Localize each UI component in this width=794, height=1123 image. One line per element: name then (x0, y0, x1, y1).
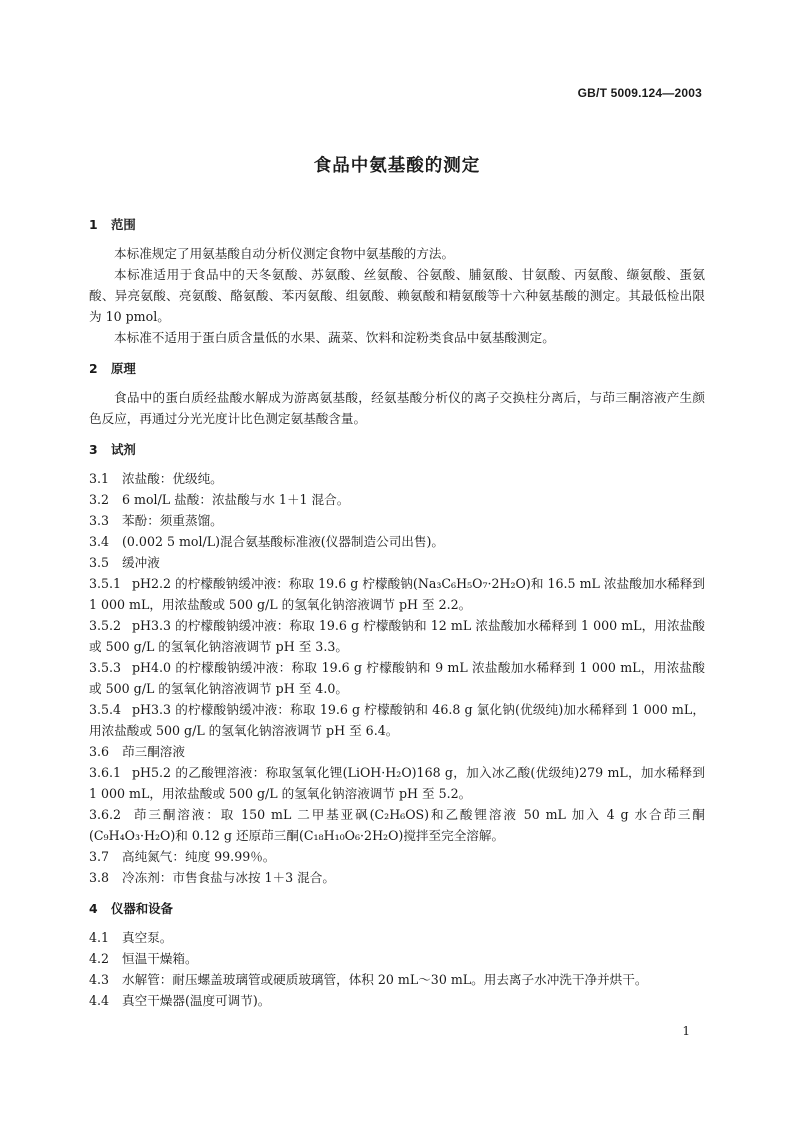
section-reagents (89, 439, 705, 888)
section-title: 仪器和设备 (111, 901, 173, 916)
clause-number: 3.8 (89, 870, 110, 885)
clause-number: 4.2 (89, 951, 110, 966)
clause-item (89, 573, 705, 615)
section-title: 范围 (111, 217, 136, 232)
section-title: 原理 (111, 361, 136, 376)
clause-item (89, 468, 705, 489)
section-number: 3 (89, 442, 98, 457)
clause-text: 苯酚：须重蒸馏。 (122, 513, 223, 528)
clause-number: 3.6 (89, 744, 110, 759)
clause-text: pH3.3 的柠檬酸钠缓冲液：称取 19.6 g 柠檬酸钠和 12 mL 浓盐酸加水稀释到 1 000 mL，用浓盐酸或 500 g/L 的氢氧化钠溶液调节 pH 至 3.3。 (89, 618, 705, 654)
clause-text: 缓冲液 (122, 555, 160, 570)
section-number: 2 (89, 361, 98, 376)
clause-number: 3.5.2 (89, 618, 122, 633)
clause-item (89, 846, 705, 867)
clause-number: 3.5.3 (89, 660, 122, 675)
clause-text: 恒温干燥箱。 (122, 951, 198, 966)
section-number: 1 (89, 217, 98, 232)
section-scope (89, 214, 705, 348)
section-number: 4 (89, 901, 98, 916)
clause-item (89, 531, 705, 552)
clause-item (89, 762, 705, 804)
page-number: 1 (682, 1024, 690, 1038)
clause-item (89, 510, 705, 531)
clause-text: pH5.2 的乙酸锂溶液：称取氢氧化锂(LiOH·H₂O)168 g，加入冰乙酸(优级纯)279 mL，加水稀释到 1 000 mL，用浓盐酸或 500 g/L 的氢氧化钠溶液调节 pH 至 5.2。 (89, 765, 705, 801)
clause-text: 茚三酮溶液 (122, 744, 185, 759)
clause-number: 3.3 (89, 513, 110, 528)
clause-number: 4.1 (89, 930, 110, 945)
paragraph: 本标准适用于食品中的天冬氨酸、苏氨酸、丝氨酸、谷氨酸、脯氨酸、甘氨酸、丙氨酸、缬氨酸、蛋氨酸、异亮氨酸、亮氨酸、酪氨酸、苯丙氨酸、组氨酸、赖氨酸和精氨酸等十六种氨基酸的测定。其最低检出限为 10 pmol。 (89, 267, 705, 324)
section-instruments (89, 898, 705, 1011)
section-heading (89, 439, 705, 460)
section-heading (89, 214, 705, 235)
clause-text: 真空干燥器(温度可调节)。 (122, 993, 271, 1008)
clause-text: 浓盐酸：优级纯。 (122, 471, 223, 486)
paragraph: 本标准不适用于蛋白质含量低的水果、蔬菜、饮料和淀粉类食品中氨基酸测定。 (114, 330, 555, 345)
clause-item (89, 867, 705, 888)
standard-code: GB/T 5009.124—2003 (577, 86, 702, 100)
clause-item (89, 552, 705, 573)
clause-text: (0.002 5 mol/L)混合氨基酸标准液(仪器制造公司出售)。 (122, 534, 444, 549)
clause-item (89, 657, 705, 699)
clause-number: 4.3 (89, 972, 110, 987)
clause-number: 4.4 (89, 993, 110, 1008)
clause-number: 3.5.1 (89, 576, 122, 591)
clause-number: 3.2 (89, 492, 110, 507)
clause-text: 真空泵。 (122, 930, 173, 945)
clause-text: pH2.2 的柠檬酸钠缓冲液：称取 19.6 g 柠檬酸钠(Na₃C₆H₅O₇·2H₂O)和 16.5 mL 浓盐酸加水稀释到 1 000 mL，用浓盐酸或 500 g/L 的氢氧化钠溶液调节 pH 至 2.2。 (89, 576, 705, 612)
clause-item (89, 489, 705, 510)
clause-number: 3.1 (89, 471, 110, 486)
clause-number: 3.4 (89, 534, 110, 549)
clause-item (89, 699, 705, 741)
clause-text: pH3.3 的柠檬酸钠缓冲液：称取 19.6 g 柠檬酸钠和 46.8 g 氯化钠(优级纯)加水稀释到 1 000 mL，用浓盐酸或 500 g/L 的氢氧化钠溶液调节 pH 至 6.4。 (89, 702, 705, 738)
section-heading (89, 898, 705, 919)
clause-number: 3.7 (89, 849, 110, 864)
clause-number: 3.5 (89, 555, 110, 570)
clause-item (89, 990, 705, 1011)
clause-item (89, 948, 705, 969)
clause-number: 3.5.4 (89, 702, 122, 717)
clause-text: pH4.0 的柠檬酸钠缓冲液：称取 19.6 g 柠檬酸钠和 9 mL 浓盐酸加水稀释到 1 000 mL，用浓盐酸或 500 g/L 的氢氧化钠溶液调节 pH 至 4.0。 (89, 660, 705, 696)
section-title: 试剂 (111, 442, 136, 457)
section-principle (89, 358, 705, 429)
clause-text: 冷冻剂：市售食盐与冰按 1＋3 混合。 (122, 870, 335, 885)
clause-item (89, 969, 705, 990)
clause-item (89, 741, 705, 762)
clause-item (89, 615, 705, 657)
paragraph: 食品中的蛋白质经盐酸水解成为游离氨基酸，经氨基酸分析仪的离子交换柱分离后，与茚三酮溶液产生颜色反应，再通过分光光度计比色测定氨基酸含量。 (89, 390, 705, 426)
clause-number: 3.6.1 (89, 765, 122, 780)
clause-number: 3.6.2 (89, 807, 122, 822)
clause-text: 水解管：耐压螺盖玻璃管或硬质玻璃管，体积 20 mL～30 mL。用去离子水冲洗干净并烘干。 (122, 972, 648, 987)
clause-item (89, 804, 705, 846)
section-heading (89, 358, 705, 379)
paragraph: 本标准规定了用氨基酸自动分析仪测定食物中氨基酸的方法。 (114, 246, 455, 261)
clause-text: 高纯氮气：纯度 99.99％。 (122, 849, 276, 864)
clause-item (89, 927, 705, 948)
document-body (89, 214, 705, 1011)
clause-text: 6 mol/L 盐酸：浓盐酸与水 1＋1 混合。 (122, 492, 350, 507)
clause-text: 茚三酮溶液：取 150 mL 二甲基亚砜(C₂H₆OS)和乙酸锂溶液 50 mL 加入 4 g 水合茚三酮(C₉H₄O₃·H₂O)和 0.12 g 还原茚三酮(C₁₈H₁₀O₆·2H₂O)搅拌至完全溶解。 (89, 807, 705, 843)
document-title: 食品中氨基酸的测定 (313, 156, 481, 176)
